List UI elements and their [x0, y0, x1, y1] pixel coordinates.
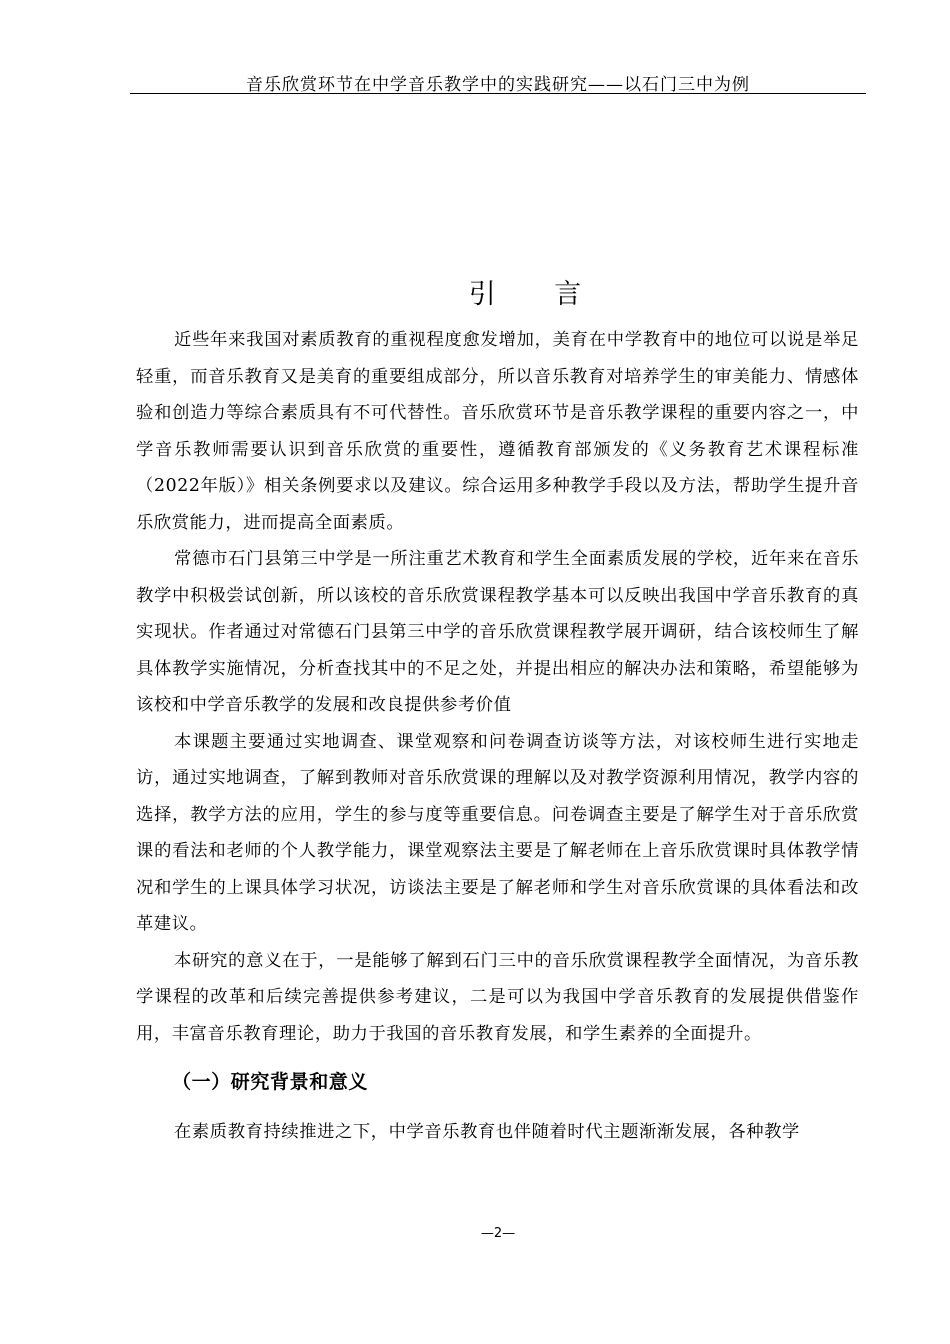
header-divider [130, 93, 866, 94]
paragraph: 本课题主要通过实地调查、课堂观察和问卷调查访谈等方法，对该校师生进行实地走访，通过实地调查，了解到教师对音乐欣赏课的理解以及对教学资源利用情况，教学内容的选择，教学方法的应用，学生的参与度等重要信息。问卷调查主要是了解学生对于音乐欣赏课的看法和老师的个人教学能力，课堂观察法主要是了解老师在上音乐欣赏课时具体教学情况和学生的上课具体学习状况，访谈法主要是了解老师和学生对音乐欣赏课的具体看法和改革建议。 [136, 731, 859, 934]
section-heading: （一）研究背景和意义 [172, 1071, 369, 1093]
paragraph: 近些年来我国对素质教育的重视程度愈发增加，美育在中学教育中的地位可以说是举足轻重，而音乐教育又是美育的重要组成部分，所以音乐教育对培养学生的审美能力、情感体验和创造力等综合素质具有不可代替性。音乐欣赏环节是音乐教学课程的重要内容之一，中学音乐教师需要认识到音乐欣赏的重要性，遵循教育部颁发的《义务教育艺术课程标准（2022年版）》相关条例要求以及建议。综合运用多种教学手段以及方法，帮助学生提升音乐欣赏能力，进而提高全面素质。 [136, 330, 859, 533]
paragraph: 在素质教育持续推进之下，中学音乐教育也伴随着时代主题渐渐发展，各种教学 [174, 1122, 800, 1142]
paragraph: 本研究的意义在于，一是能够了解到石门三中的音乐欣赏课程教学全面情况，为音乐教学课程的改革和后续完善提供参考建议，二是可以为我国中学音乐教育的发展提供借鉴作用，丰富音乐教育理论，助力于我国的音乐教育发展，和学生素养的全面提升。 [136, 950, 859, 1044]
body-text [136, 322, 859, 1151]
paragraph: 常德市石门县第三中学是一所注重艺术教育和学生全面素质发展的学校，近年来在音乐教学中积极尝试创新，所以该校的音乐欣赏课程教学基本可以反映出我国中学音乐教育的真实现状。作者通过对常德石门县第三中学的音乐欣赏课程教学展开调研，结合该校师生了解具体教学实施情况，分析查找其中的不足之处，并提出相应的解决办法和策略，希望能够为该校和中学音乐教学的发展和改良提供参考价值 [136, 549, 859, 715]
page-number: —2— [480, 1226, 516, 1241]
chapter-title: 引 言 [468, 279, 582, 310]
running-header-title: 音乐欣赏环节在中学音乐教学中的实践研究——以石门三中为例 [246, 75, 750, 95]
